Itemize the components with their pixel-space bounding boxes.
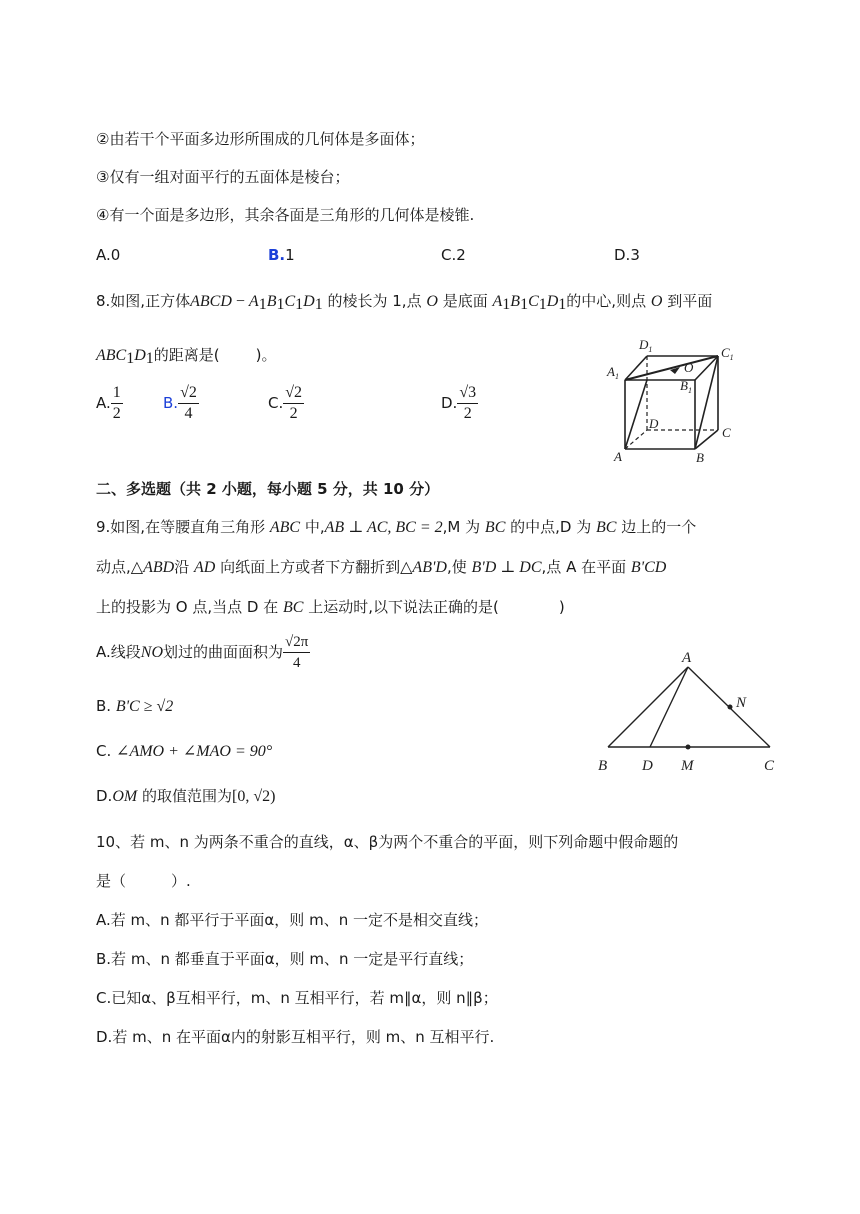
q9-option-d: D.OM 的取值范围为[0, √2) — [96, 787, 276, 805]
q9-option-a: A.线段NO划过的曲面面积为 $\frac{√2\pi}{4}$ — [96, 634, 309, 671]
point-n — [728, 705, 733, 710]
q8-option-b: B. $\frac{√2}{4}$ — [163, 384, 197, 422]
q10-stem-line-1: 10、若 m、n 为两条不重合的直线，α、β为两个不重合的平面，则下列命题中假命题的 — [96, 833, 679, 851]
q9-option-b: B. B'C ≥ √2 — [96, 697, 174, 715]
cube-label-b1: $B_1$ — [680, 378, 692, 395]
tri-label-d: D — [642, 758, 653, 774]
q8-option-a: A. $\frac{1}{2}$ — [96, 384, 121, 422]
cube-label-d1: $D_1$ — [639, 337, 653, 354]
tri-label-c: C — [764, 758, 775, 774]
section-heading: 二、多选题（共 2 小题，每小题 5 分，共 10 分） — [96, 480, 440, 498]
tri-label-m: M — [681, 758, 694, 774]
q8-stem-line-1: 8.如图,正方体ABCD − $A_1B_1C_1D_1$ 的棱长为 1,点 O 是底面 $A_1B_1C_1D_1$的中心,则点 O 到平面 — [96, 292, 713, 313]
cube-figure — [600, 334, 750, 466]
q10-option-c: C.已知α、β互相平行，m、n 互相平行，若 m∥α，则 n∥β； — [96, 989, 498, 1007]
q10-option-d: D.若 m、n 在平面α内的射影互相平行，则 m、n 互相平行. — [96, 1028, 495, 1046]
tri-label-b: B — [598, 758, 608, 774]
cube-label-a1: $A_1$ — [607, 364, 619, 381]
q10-option-b: B.若 m、n 都垂直于平面α，则 m、n 一定是平行直线； — [96, 950, 474, 968]
triangle-figure — [588, 645, 788, 777]
q7-option-a: A.0 — [96, 246, 121, 264]
cube-label-b: B — [696, 450, 704, 465]
q8-option-c: C. $\frac{√2}{2}$ — [268, 384, 303, 422]
cube-label-o: O — [684, 360, 694, 375]
cube-label-a: A — [614, 449, 622, 464]
tri-label-n: N — [736, 695, 747, 711]
q10-option-a: A.若 m、n 都平行于平面α，则 m、n 一定不是相交直线； — [96, 911, 488, 929]
q9-stem-line-1: 9.如图,在等腰直角三角形 ABC 中,AB ⊥ AC, BC = 2,M 为 BC 的中点,D 为 BC 边上的一个 — [96, 518, 697, 536]
q8-stem-line-2: $ABC_1D_1$的距离是( )。 — [96, 346, 277, 367]
tri-label-a: A — [682, 650, 692, 666]
q7-option-b: B.1 — [268, 246, 295, 264]
cube-label-c: C — [722, 425, 731, 440]
cube-label-c1: $C_1$ — [721, 345, 734, 362]
q9-stem-line-3: 上的投影为 O 点,当点 D 在 BC 上运动时,以下说法正确的是( ) — [96, 598, 565, 616]
q7-statement-4: ④有一个面是多边形，其余各面是三角形的几何体是棱锥. — [96, 206, 475, 224]
q7-statement-3: ③仅有一组对面平行的五面体是棱台； — [96, 168, 350, 186]
q7-option-c: C.2 — [441, 246, 466, 264]
q10-stem-line-2: 是（ ）. — [96, 872, 191, 890]
q9-stem-line-2: 动点,△ABD沿 AD 向纸面上方或者下方翻折到△AB'D,使 B'D ⊥ DC,点 A 在平面 B'CD — [96, 558, 667, 576]
q9-option-c: C. ∠AMO + ∠MAO = 90° — [96, 742, 273, 760]
point-m — [686, 745, 691, 750]
cube-label-d: D — [649, 416, 659, 431]
q7-statement-2: ②由若干个平面多边形所围成的几何体是多面体； — [96, 130, 425, 148]
q8-option-d: D. $\frac{√3}{2}$ — [441, 384, 477, 422]
q7-option-d: D.3 — [614, 246, 640, 264]
